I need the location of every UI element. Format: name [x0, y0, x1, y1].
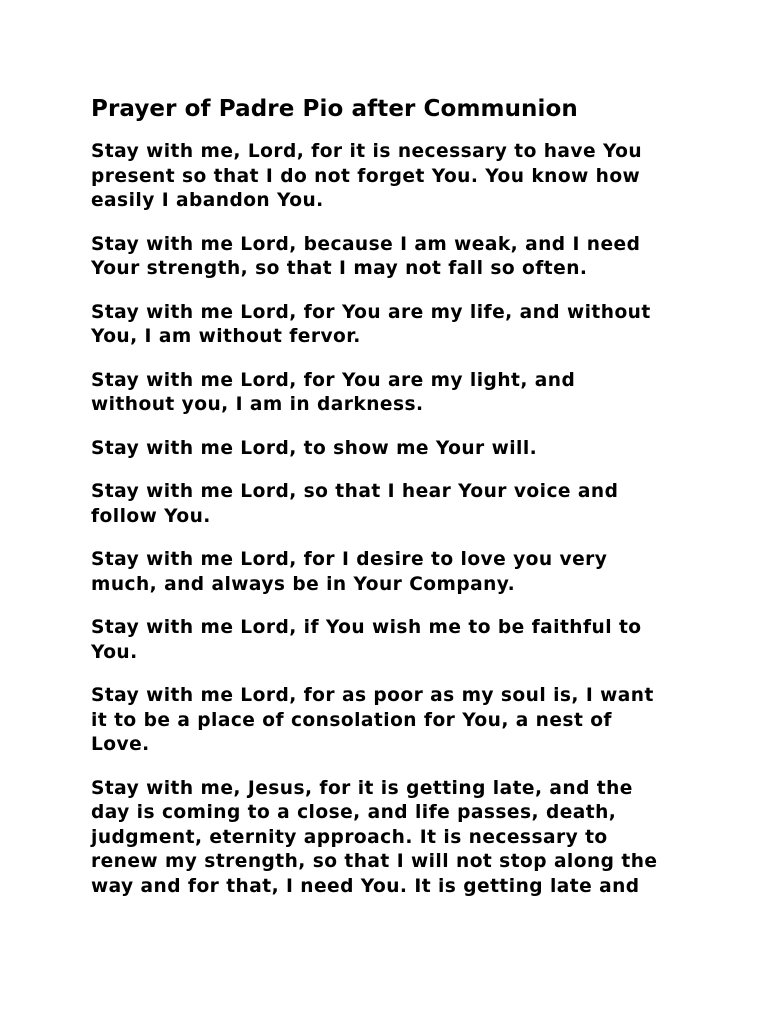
paragraph-line: Stay with me Lord, for You are my light, and [91, 369, 576, 391]
paragraph-1 [91, 140, 691, 214]
paragraph-line: without you, I am in darkness. [91, 394, 424, 415]
paragraph-line: You, I am without fervor. [91, 326, 361, 347]
paragraph-line: judgment, eternity approach. It is necessary to [91, 826, 608, 848]
paragraph-6 [91, 480, 691, 529]
paragraph-line: present so that I do not forget You. You know how [91, 165, 641, 187]
paragraph-line: Stay with me Lord, for as poor as my soul is, I want [91, 685, 654, 706]
paragraph-7 [91, 548, 691, 597]
paragraph-line: Love. [91, 734, 150, 755]
paragraph-10 [91, 777, 691, 900]
paragraph-4 [91, 369, 691, 418]
paragraph-2 [91, 233, 691, 282]
paragraph-line: renew my strength, so that I will not stop along the [91, 851, 658, 872]
document-page [91, 94, 691, 918]
paragraph-line: Stay with me Lord, to show me Your will. [91, 437, 538, 459]
paragraph-line: Stay with me Lord, for I desire to love you very [91, 549, 608, 570]
paragraph-5 [91, 437, 691, 462]
paragraph-line: Stay with me Lord, because I am weak, and I need [91, 233, 641, 255]
paragraph-line: way and for that, I need You. It is getting late and [91, 875, 640, 897]
paragraph-line: follow You. [91, 505, 211, 527]
paragraph-line: day is coming to a close, and life passes, death, [91, 802, 617, 823]
paragraph-line: easily I abandon You. [91, 190, 324, 211]
paragraph-line: it to be a place of consolation for You, a nest of [91, 709, 612, 731]
paragraph-line: much, and always be in Your Company. [91, 573, 516, 595]
paragraph-line: Your strength, so that I may not fall so often. [91, 258, 588, 279]
paragraph-line: Stay with me Lord, for You are my life, and without [91, 301, 651, 323]
paragraph-9 [91, 684, 691, 758]
paragraph-line: Stay with me, Lord, for it is necessary to have You [91, 141, 643, 162]
paragraph-3 [91, 301, 691, 350]
paragraph-8 [91, 616, 691, 665]
paragraph-line: You. [91, 641, 138, 663]
paragraph-line: Stay with me Lord, so that I hear Your voice and [91, 481, 619, 502]
paragraph-line: Stay with me, Jesus, for it is getting late, and the [91, 777, 633, 799]
paragraph-line: Stay with me Lord, if You wish me to be faithful to [91, 617, 642, 638]
page-title: Prayer of Padre Pio after Communion [91, 96, 578, 122]
